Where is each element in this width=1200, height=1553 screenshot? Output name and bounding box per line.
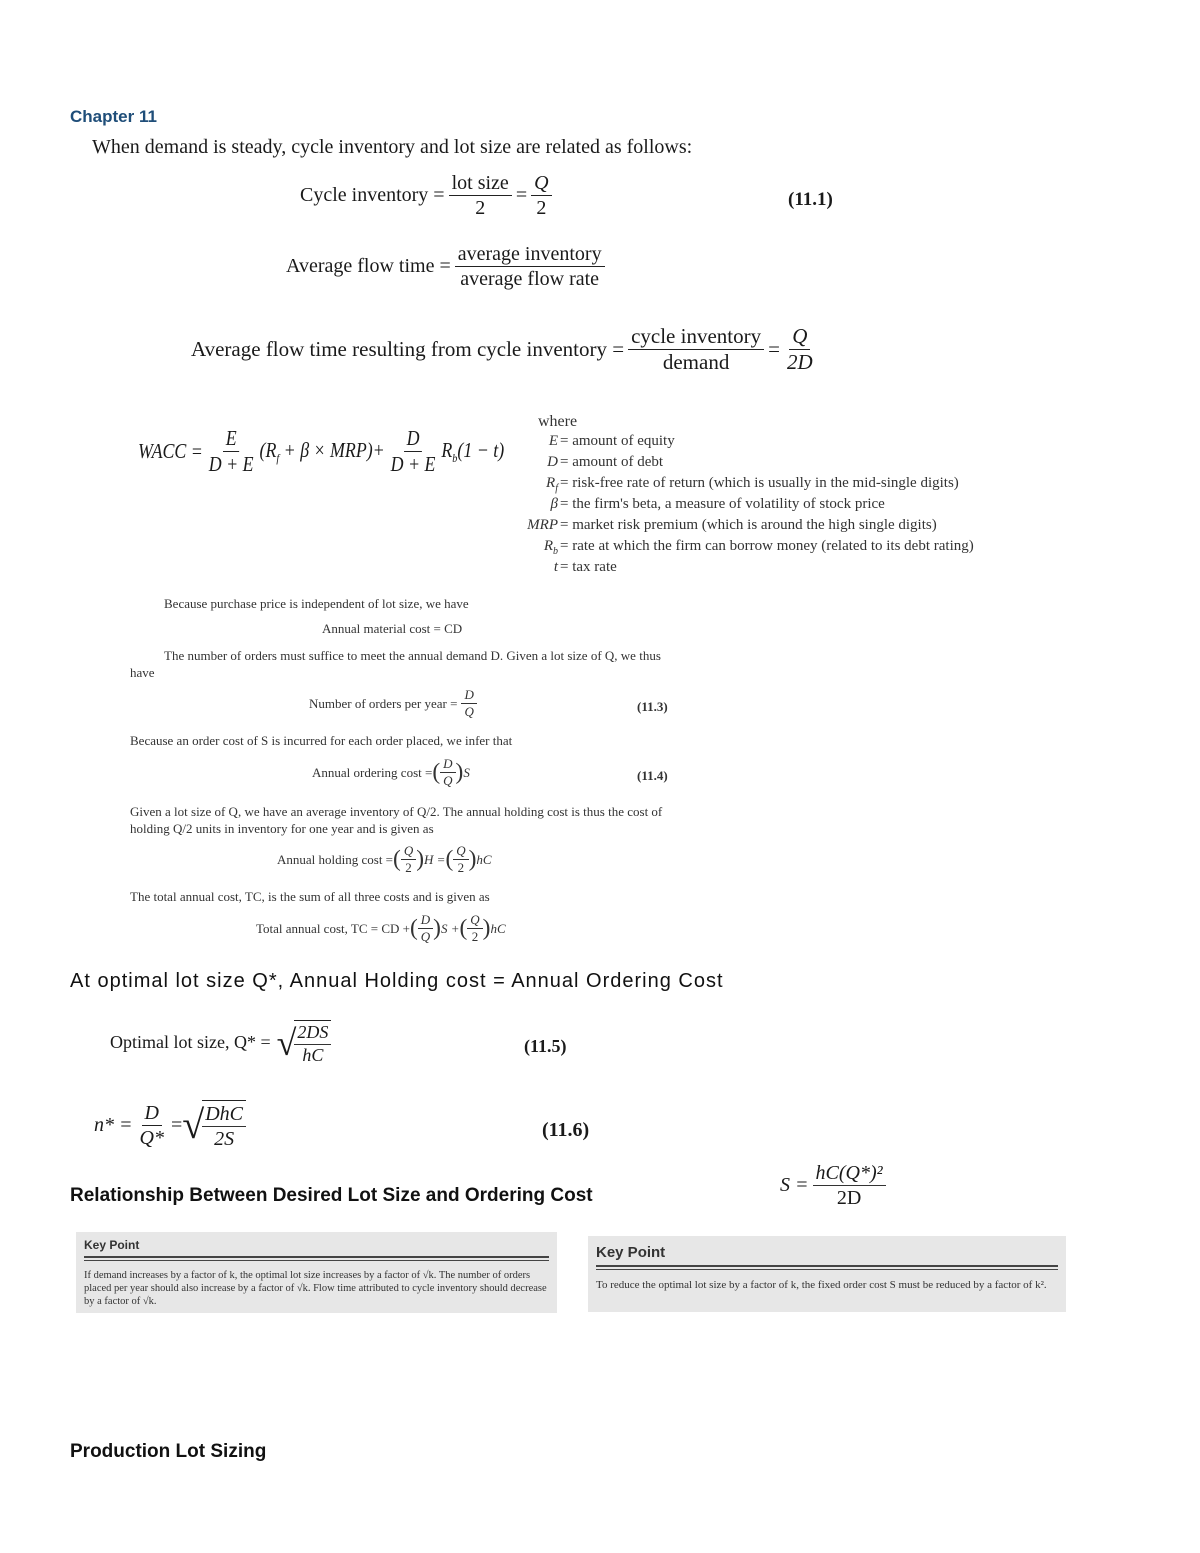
key-point-title: Key Point bbox=[596, 1244, 666, 1261]
numerator: D bbox=[461, 688, 476, 704]
denominator: 2 bbox=[536, 197, 547, 219]
eq-lhs: Annual ordering cost = bbox=[312, 764, 433, 780]
definition-row: $R_b$ = rate at which the firm can borrow money (related to its debt rating) bbox=[543, 538, 974, 557]
equals-sign: = bbox=[170, 1113, 183, 1136]
radical-sign: √ bbox=[276, 1022, 297, 1063]
square-root bbox=[277, 1020, 332, 1066]
where-label: where bbox=[538, 413, 578, 430]
paren: ) bbox=[455, 759, 464, 786]
denominator: Q bbox=[443, 773, 453, 789]
key-point-box bbox=[76, 1232, 557, 1313]
paren: ) bbox=[416, 846, 425, 873]
eq-lhs: n* = bbox=[94, 1113, 133, 1136]
fraction bbox=[453, 844, 468, 876]
wacc-term-1: $(R_f + \beta \times MRP)+$ bbox=[259, 437, 385, 465]
paren: ) bbox=[433, 915, 441, 942]
paren: ( bbox=[445, 846, 454, 873]
denominator: 2D bbox=[836, 1187, 862, 1209]
denominator: demand bbox=[662, 350, 730, 375]
numerator: E bbox=[223, 427, 239, 452]
paren: ) bbox=[482, 915, 491, 942]
numerator: Q bbox=[467, 913, 482, 929]
denominator: D + E bbox=[208, 452, 254, 477]
equation-cycle-inventory bbox=[300, 172, 556, 219]
fraction bbox=[467, 913, 482, 945]
definition-row: t = tax rate bbox=[553, 559, 617, 575]
paren: ( bbox=[432, 759, 441, 786]
fraction bbox=[813, 1162, 886, 1209]
numerator: D bbox=[142, 1102, 162, 1126]
eq-lhs: Average flow time resulting from cycle inventory = bbox=[191, 337, 625, 362]
key-point-box bbox=[588, 1236, 1066, 1312]
denominator: 2D bbox=[786, 350, 813, 375]
eq-rest: S bbox=[463, 764, 470, 780]
eq-rest: hC bbox=[490, 920, 506, 936]
equation-number: (11.6) bbox=[542, 1119, 590, 1141]
definition-row: β = the firm's beta, a measure of volatility of stock price bbox=[550, 496, 885, 512]
denominator: Q* bbox=[139, 1126, 164, 1149]
numerator: average inventory bbox=[455, 243, 605, 267]
paren: ( bbox=[409, 915, 418, 942]
fraction bbox=[388, 427, 438, 476]
fraction bbox=[628, 325, 764, 374]
eq-lhs: Number of orders per year = bbox=[309, 695, 458, 711]
eq-lhs: Average flow time = bbox=[286, 255, 451, 277]
material-cost-equation: Annual material cost = CD bbox=[322, 621, 463, 636]
paren: ) bbox=[468, 846, 477, 873]
denominator: 2 bbox=[405, 860, 412, 876]
definition-row: $R_f$ = risk-free rate of return (which is usually in the mid-single digits) bbox=[546, 475, 959, 494]
denominator: Q bbox=[420, 929, 431, 945]
purchase-text: Because purchase price is independent of lot size, we have bbox=[164, 596, 469, 611]
numerator: D bbox=[418, 913, 433, 929]
denominator: 2 bbox=[475, 197, 486, 219]
equation-order-cost-s bbox=[780, 1162, 890, 1209]
equation-avg-flow-time-cycle bbox=[191, 325, 820, 374]
definition-row: MRP = market risk premium (which is around the high single digits) bbox=[527, 517, 937, 533]
fraction bbox=[461, 688, 476, 720]
numerator: 2DS bbox=[294, 1023, 331, 1045]
eq-rest: hC bbox=[476, 851, 492, 867]
equation-avg-flow-time bbox=[286, 243, 609, 290]
denominator: average flow rate bbox=[460, 268, 600, 290]
fraction bbox=[440, 757, 455, 789]
fraction bbox=[294, 1023, 331, 1066]
equation-order-frequency bbox=[94, 1100, 246, 1150]
numerator: D bbox=[404, 427, 422, 452]
numerator: D bbox=[440, 757, 455, 773]
numerator: Q bbox=[531, 172, 551, 196]
square-root bbox=[182, 1100, 246, 1150]
numerator: Q bbox=[453, 844, 468, 860]
chapter-title: Chapter 11 bbox=[70, 107, 157, 126]
production-heading: Production Lot Sizing bbox=[70, 1441, 267, 1462]
divider bbox=[84, 1256, 549, 1261]
orders-text: The number of orders must suffice to meet the annual demand D. Given a lot size of Q, we thus have bbox=[130, 648, 661, 680]
equation-number: (11.5) bbox=[524, 1036, 567, 1056]
paren: ( bbox=[393, 846, 401, 873]
fraction bbox=[449, 172, 512, 219]
numerator: hC(Q*)² bbox=[813, 1162, 886, 1186]
fraction bbox=[418, 913, 433, 945]
fraction bbox=[137, 1102, 167, 1149]
variable-definitions bbox=[500, 433, 974, 580]
eq-lhs: Optimal lot size, Q* = bbox=[110, 1032, 271, 1053]
numerator: Q bbox=[789, 325, 810, 350]
denominator: 2S bbox=[214, 1128, 235, 1150]
definition-row: E = amount of equity bbox=[548, 433, 675, 449]
radicand bbox=[294, 1020, 331, 1066]
divider bbox=[596, 1265, 1058, 1270]
wacc-term-2: $R_b(1 - t)$ bbox=[441, 437, 505, 465]
equation-holding-cost bbox=[277, 844, 492, 876]
equation-orders-per-year bbox=[309, 688, 481, 720]
denominator: D + E bbox=[390, 452, 436, 477]
intro-text: When demand is steady, cycle inventory and lot size are related as follows: bbox=[92, 136, 693, 158]
paren: ( bbox=[459, 915, 468, 942]
eq-mid: H = bbox=[424, 851, 446, 867]
key-point-text: If demand increases by a factor of k, the optimal lot size increases by a factor of √k. The number of orders placed per year should also increase by a factor of √k. Flow time attributed to cycle inventory should decrease by a factor of √k. bbox=[84, 1270, 547, 1307]
numerator: DhC bbox=[202, 1103, 246, 1127]
radical-sign: √ bbox=[182, 1102, 205, 1147]
key-point-title: Key Point bbox=[84, 1238, 140, 1252]
eq-lhs: WACC = bbox=[138, 439, 203, 464]
eq-lhs: Total annual cost, TC = CD + bbox=[256, 920, 410, 936]
eq-lhs: Annual holding cost = bbox=[277, 851, 394, 867]
numerator: lot size bbox=[449, 172, 512, 196]
numerator: Q bbox=[401, 844, 416, 860]
order-cost-text: Because an order cost of S is incurred for each order placed, we infer that bbox=[130, 733, 513, 748]
eq-lhs: Cycle inventory = bbox=[300, 184, 445, 206]
equals-sign: = bbox=[768, 337, 780, 362]
equation-optimal-lot-size bbox=[110, 1020, 331, 1066]
optimal-heading: At optimal lot size Q*, Annual Holding cost = Annual Ordering Cost bbox=[70, 970, 724, 992]
key-point-text: To reduce the optimal lot size by a factor of k, the fixed order cost S must be reduced by a factor of k². bbox=[596, 1279, 1047, 1291]
denominator: hC bbox=[302, 1044, 324, 1065]
radicand bbox=[202, 1100, 246, 1150]
fraction bbox=[531, 172, 551, 219]
equation-number: (11.4) bbox=[637, 768, 668, 783]
wacc-formula bbox=[138, 427, 504, 476]
equation-number: (11.3) bbox=[637, 699, 668, 714]
denominator: Q bbox=[464, 704, 474, 720]
eq-mid: S + bbox=[440, 920, 460, 936]
eq-lhs: S = bbox=[780, 1174, 809, 1196]
fraction bbox=[784, 325, 816, 374]
relationship-heading: Relationship Between Desired Lot Size and Ordering Cost bbox=[70, 1185, 593, 1206]
denominator: 2 bbox=[457, 860, 465, 876]
numerator: cycle inventory bbox=[628, 325, 764, 350]
equation-ordering-cost bbox=[312, 757, 470, 789]
equals-sign: = bbox=[515, 184, 528, 206]
equation-total-cost bbox=[256, 913, 506, 945]
fraction bbox=[202, 1103, 246, 1150]
denominator: 2 bbox=[471, 929, 479, 945]
equation-number: (11.1) bbox=[788, 189, 833, 210]
fraction bbox=[401, 844, 416, 876]
holding-text: Given a lot size of Q, we have an average inventory of Q/2. The annual holding cost is thus the cost of holding Q/2 units in inventory for one year and is given as bbox=[130, 804, 663, 836]
fraction bbox=[455, 243, 605, 290]
definition-row: D = amount of debt bbox=[547, 454, 664, 470]
fraction bbox=[206, 427, 256, 476]
total-text: The total annual cost, TC, is the sum of all three costs and is given as bbox=[130, 889, 490, 904]
